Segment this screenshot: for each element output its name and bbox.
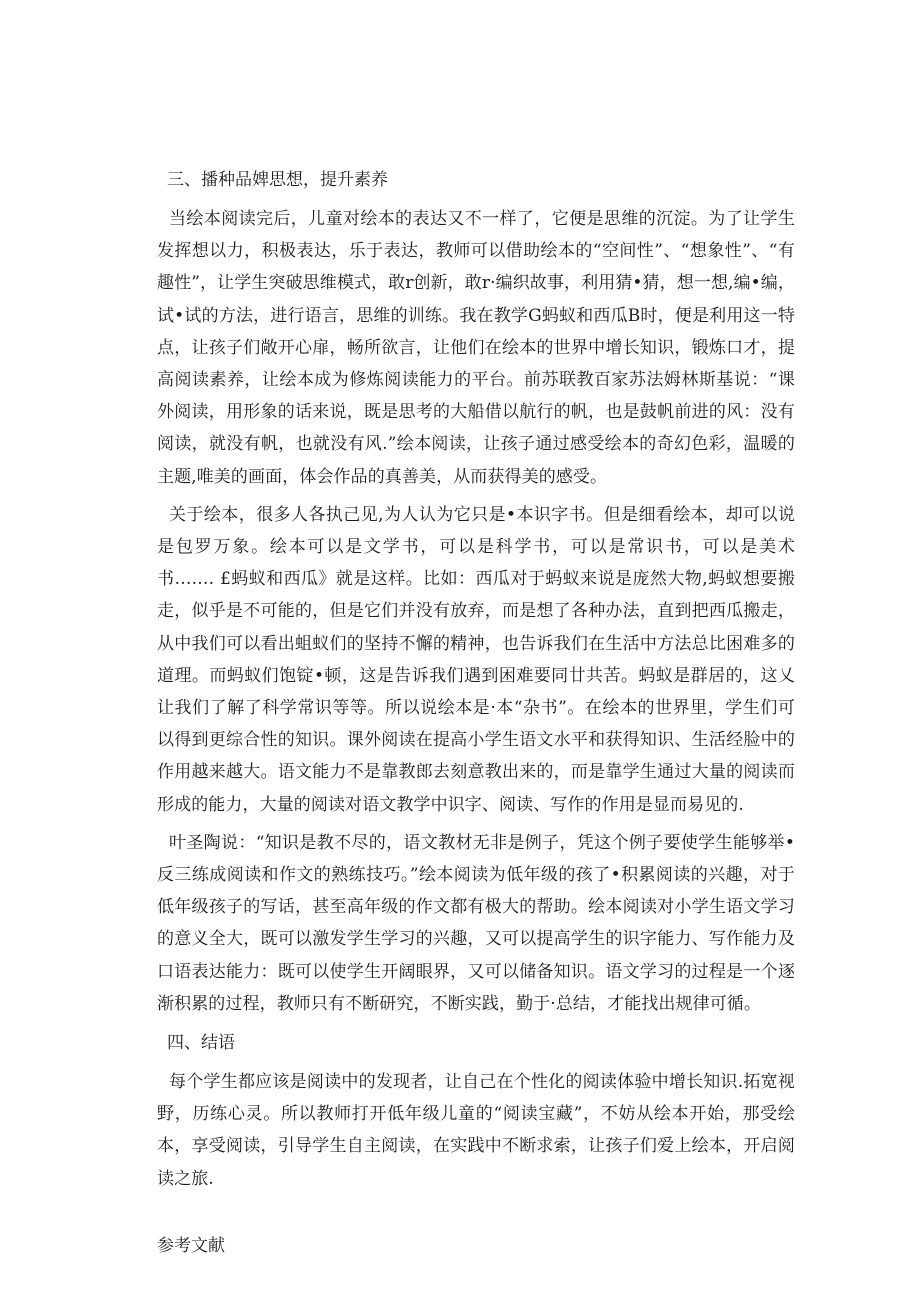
section-heading-4: 四、结语 <box>167 1033 235 1054</box>
paragraph: 叶圣陶说：“知识是教不尽的，语文教材无非是例子，凭这个例子要使学生能够举•反三练成阅读和作文的熟练技巧。”绘本阅读为低年级的孩了•积累阅读的兴趣，对于低年级孩子的写话，甚至高年级的作文都有极大的帮助。绘本阅读对小学生语文学习的意义全大，既可以激发学生学习的兴趣，又可以提高学生的识字能力、写作能力及口语表达能力：既可以使学生开阔眼界，又可以储备知识。语文学习的过程是一个逐渐积累的过程，教师只有不断研究，不断实践，勤于·总结，才能找出规律可循。 <box>157 832 795 1014</box>
references-heading: 参考文献 <box>157 1235 225 1256</box>
paragraph: 每个学生都应该是阅读中的发现者，让自己在个性化的阅读体验中增长知识.拓宽视野，历练心灵。所以教师打开低年级儿童的“阅读宝藏”，不妨从绘本开始，那受绘本，享受阅读，引导学生自主阅读，在实践中不断求索，让孩子们爱上绘本，开启阅读之旅. <box>157 1072 795 1189</box>
section-heading-3: 三、播种品婢思想，提升素养 <box>167 170 388 190</box>
document-body <box>157 165 795 1261</box>
paragraph: 当绘本阅读完后，儿童对绘本的表达又不一样了，它便是思维的沉淀。为了让学生发挥想以力，积极表达，乐于表达，教师可以借助绘本的“空间性”、“想象性”、“有趣性”，让学生突破思维模式，敢r创新，敢r·编织故事，利用猜•猜，想一想,编•编，试•试的方法，进行语言，思维的训练。我在教学G蚂蚁和西瓜B时，便是利用这一特点，让孩子们敞开心扉，畅所欲言，让他们在绘本的世界中增长知识，锻炼口才，提高阅读素养，让绘本成为修炼阅读能力的平台。前苏联教百家苏法姆林斯基说：“课外阅读，用形象的话来说，既是思考的大船借以航行的帆，也是鼓帆前进的风：没有阅读，就没有帆，也就没有风.”绘本阅读，让孩子通过感受绘本的奇幻色彩，温暖的主题,唯美的画面，体会作品的真善美，从而获得美的感受。 <box>157 209 795 487</box>
paragraph: 关于绘本，很多人各执己见,为人认为它只是•本识字书。但是细看绘本，却可以说是包罗万象。绘本可以是文学书，可以是科学书，可以是常识书，可以是美术书……. £蚂蚁和西瓜》就是这样。比如：西瓜对于蚂蚁来说是庞然大物,蚂蚁想要搬走，似乎是不可能的，但是它们并没有放弃，而是想了各种办法，直到把西瓜搬走，从中我们可以看出蛆蚁们的坚持不懈的精神，也告诉我们在生活中方法总比困难多的道理。而蚂蚁们饱锭•顿，这是告诉我们遇到困难要同廿共苦。蚂蚁是群居的，这乂让我们了解了科学常识等等。所以说绘本是·本“杂书”。在绘本的世界里，学生们可以得到更综合性的知识。课外阅读在提高小学生语文水平和获得知识、生活经脸中的作用越来越大。语文能力不是靠教郎去刻意教出来的，而是靠学生通过大量的阅读而形成的能力，大量的阅读对语文教学中识字、阅读、写作的作用是显而易见的. <box>157 504 795 815</box>
